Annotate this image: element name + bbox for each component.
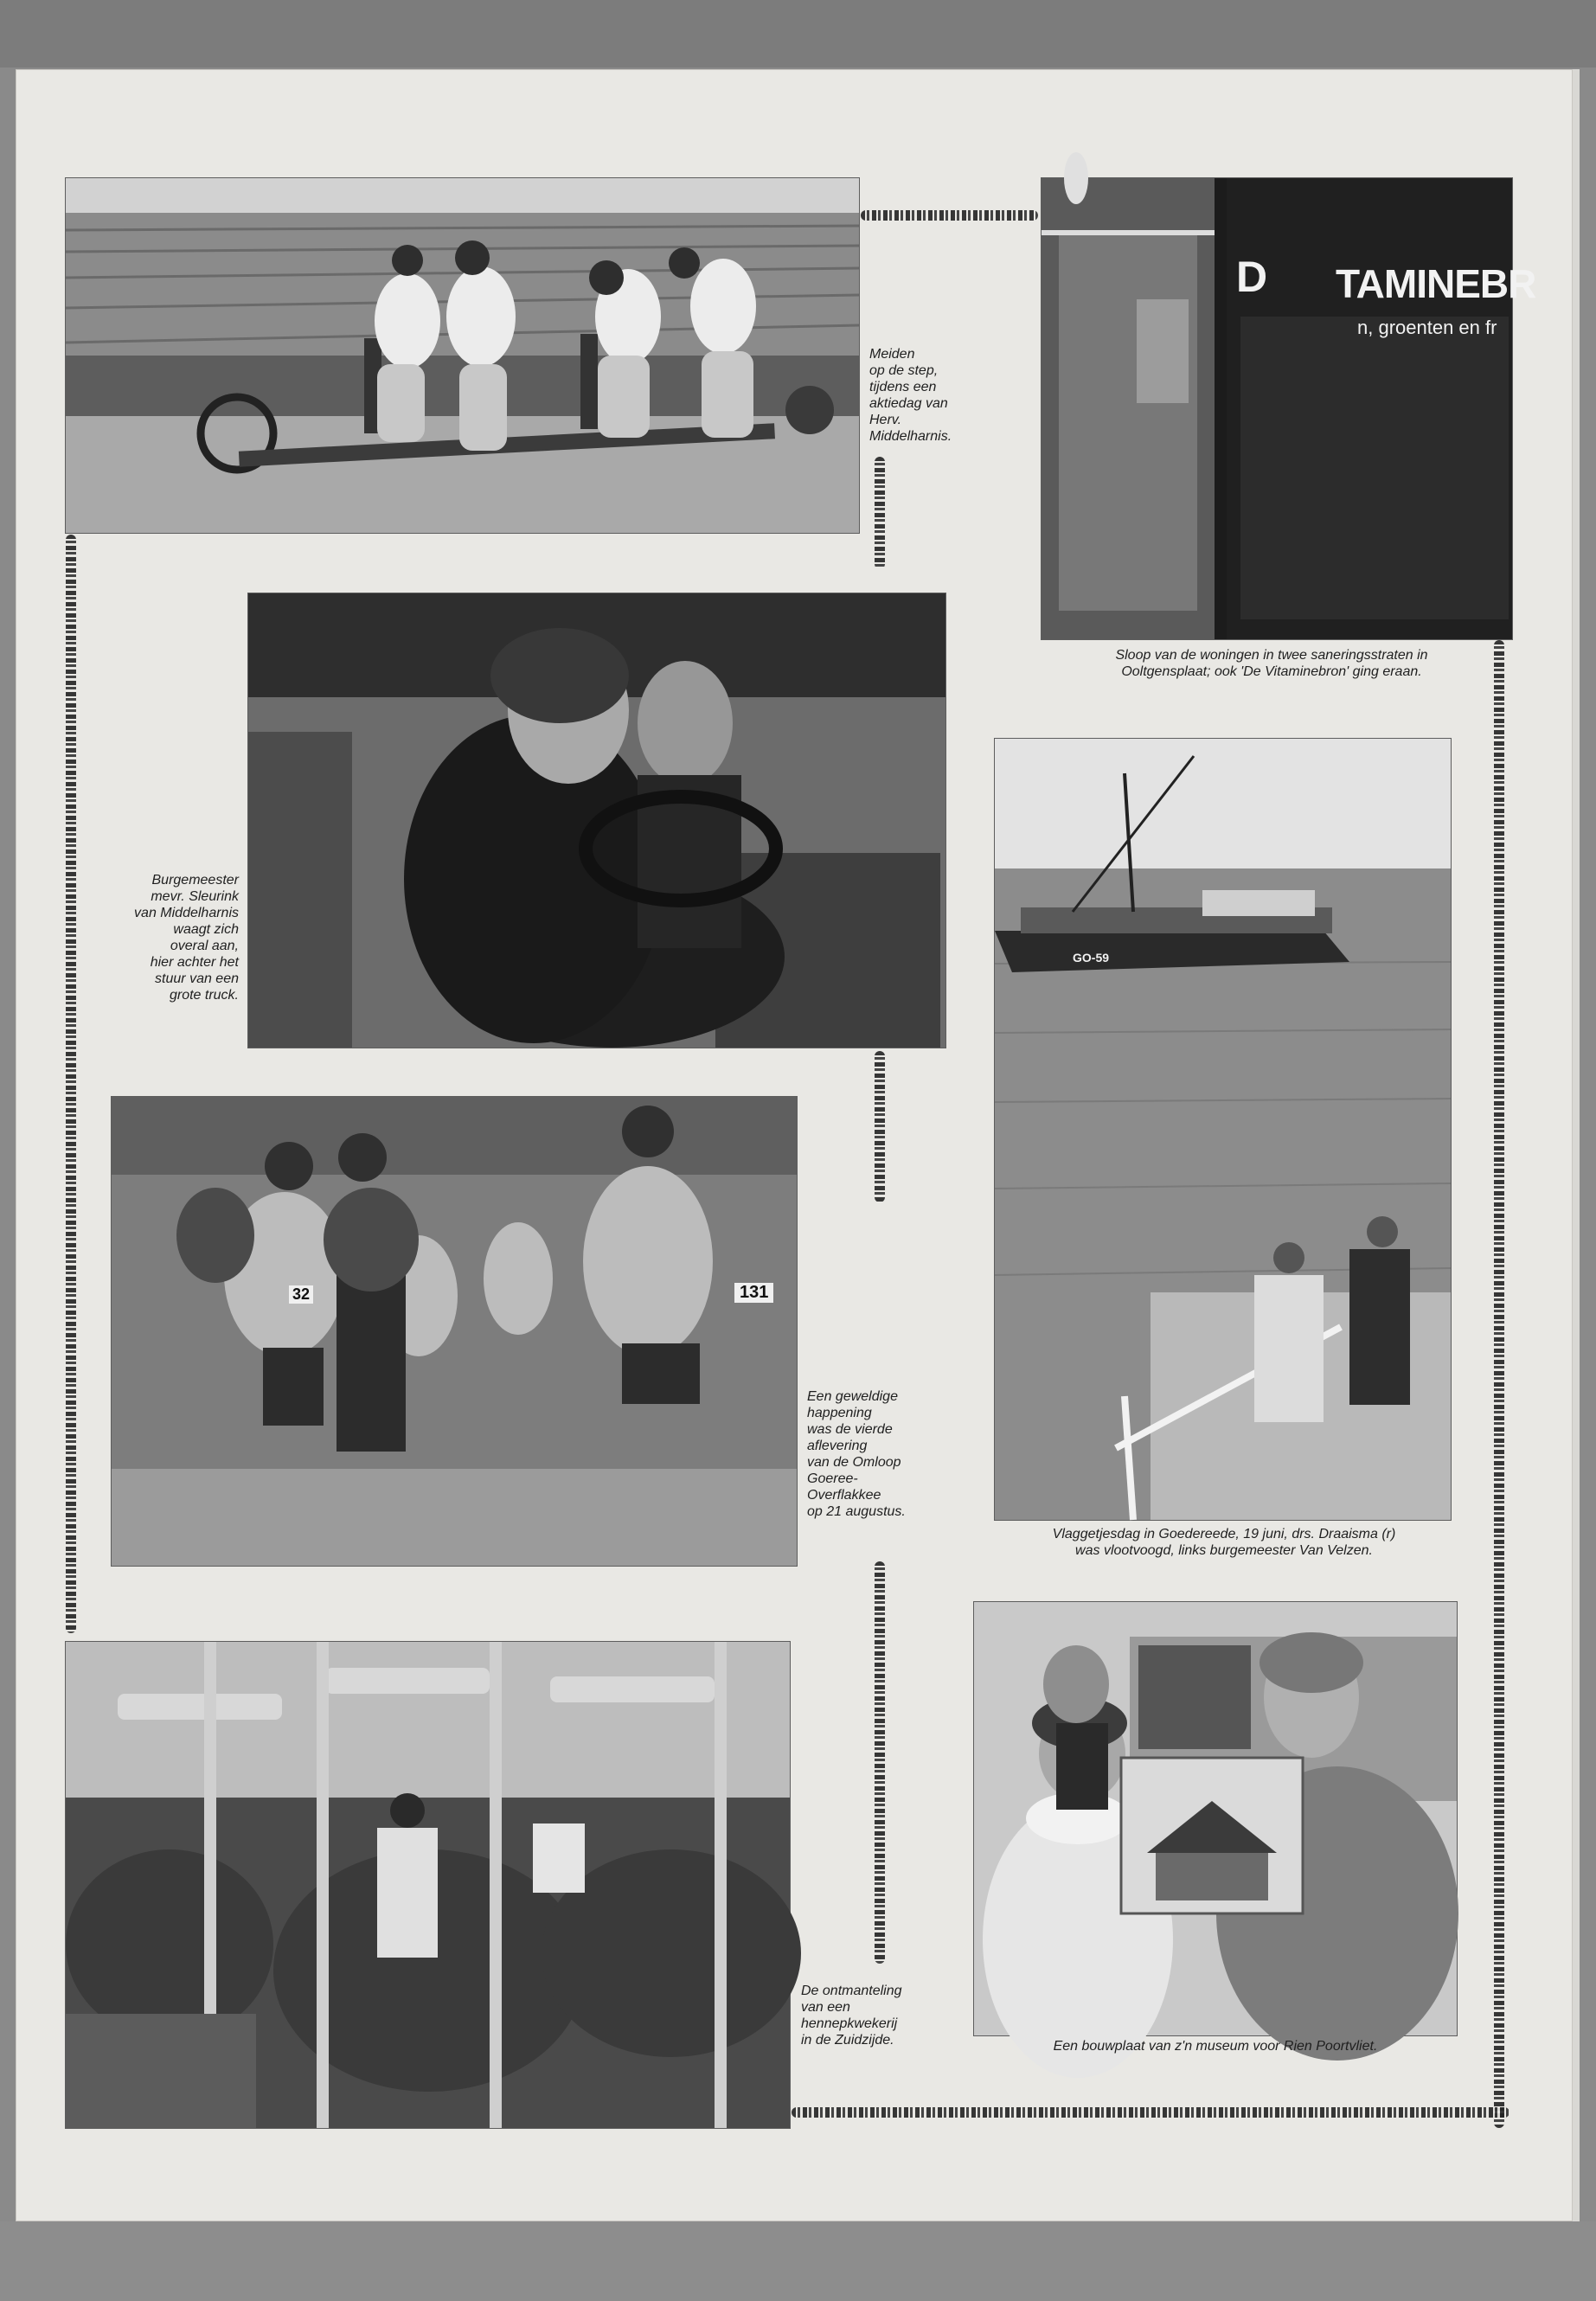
- photo-vlaggetjesdag-ship: [995, 739, 1451, 1520]
- decorative-border-middle-upper: [875, 1051, 885, 1202]
- photo-vitaminebron-demolition: [1042, 178, 1536, 639]
- runner-bib-131: 131: [734, 1283, 773, 1303]
- page-edge: [1573, 69, 1580, 2221]
- decorative-border-right: [1494, 640, 1504, 2128]
- photo-girls-on-step: [66, 178, 859, 533]
- decorative-border-left: [66, 535, 76, 1633]
- decorative-border-bottom: [792, 2107, 1509, 2118]
- caption-vitaminebron-demolition: Sloop van de woningen in twee saneringsstraten in Ooltgensplaat; ook 'De Vitaminebron' ging eraan.: [1115, 648, 1428, 679]
- photo-omloop-runners: [112, 1097, 797, 1566]
- photo-museum-bouwplaat: [974, 1602, 1457, 2035]
- caption-vlaggetjesdag: Vlaggetjesdag in Goedereede, 19 juni, drs. Draaisma (r) was vlootvoogd, links burgemeester Van Velzen.: [1052, 1527, 1396, 1558]
- caption-girls-on-step: Meiden op de step, tijdens een aktiedag van Herv. Middelharnis.: [869, 347, 952, 444]
- caption-museum-bouwplaat: Een bouwplaat van z'n museum voor Rien Poortvliet.: [1053, 2039, 1378, 2054]
- runner-bib-32: 32: [289, 1285, 313, 1304]
- shop-sign-name: TAMINEBR: [1336, 261, 1536, 306]
- caption-mayor-in-truck: Burgemeester mevr. Sleurink van Middelharnis waagt zich overal aan, hier achter het stuur van een grote truck.: [134, 873, 239, 1003]
- photo-mayor-in-truck: [248, 593, 945, 1048]
- caption-hennepkwekerij: De ontmanteling van een hennepkwekerij in de Zuidzijde.: [801, 1984, 902, 2048]
- photo-hennepkwekerij: [66, 1642, 790, 2128]
- shop-sign-sub: n, groenten en fr: [1357, 317, 1497, 338]
- scan-background-top: [0, 0, 1596, 67]
- caption-omloop: Een geweldige happening was de vierde aflevering van de Omloop Goeree- Overflakkee op 21 augustus.: [807, 1389, 906, 1519]
- decorative-border-step-right: [875, 457, 885, 569]
- decorative-border-top-center: [861, 210, 1038, 221]
- scan-background-bottom: [0, 2221, 1596, 2301]
- shop-sign-letter: D: [1236, 253, 1268, 301]
- ship-registration: GO-59: [1073, 951, 1110, 965]
- decorative-border-middle-lower: [875, 1561, 885, 1964]
